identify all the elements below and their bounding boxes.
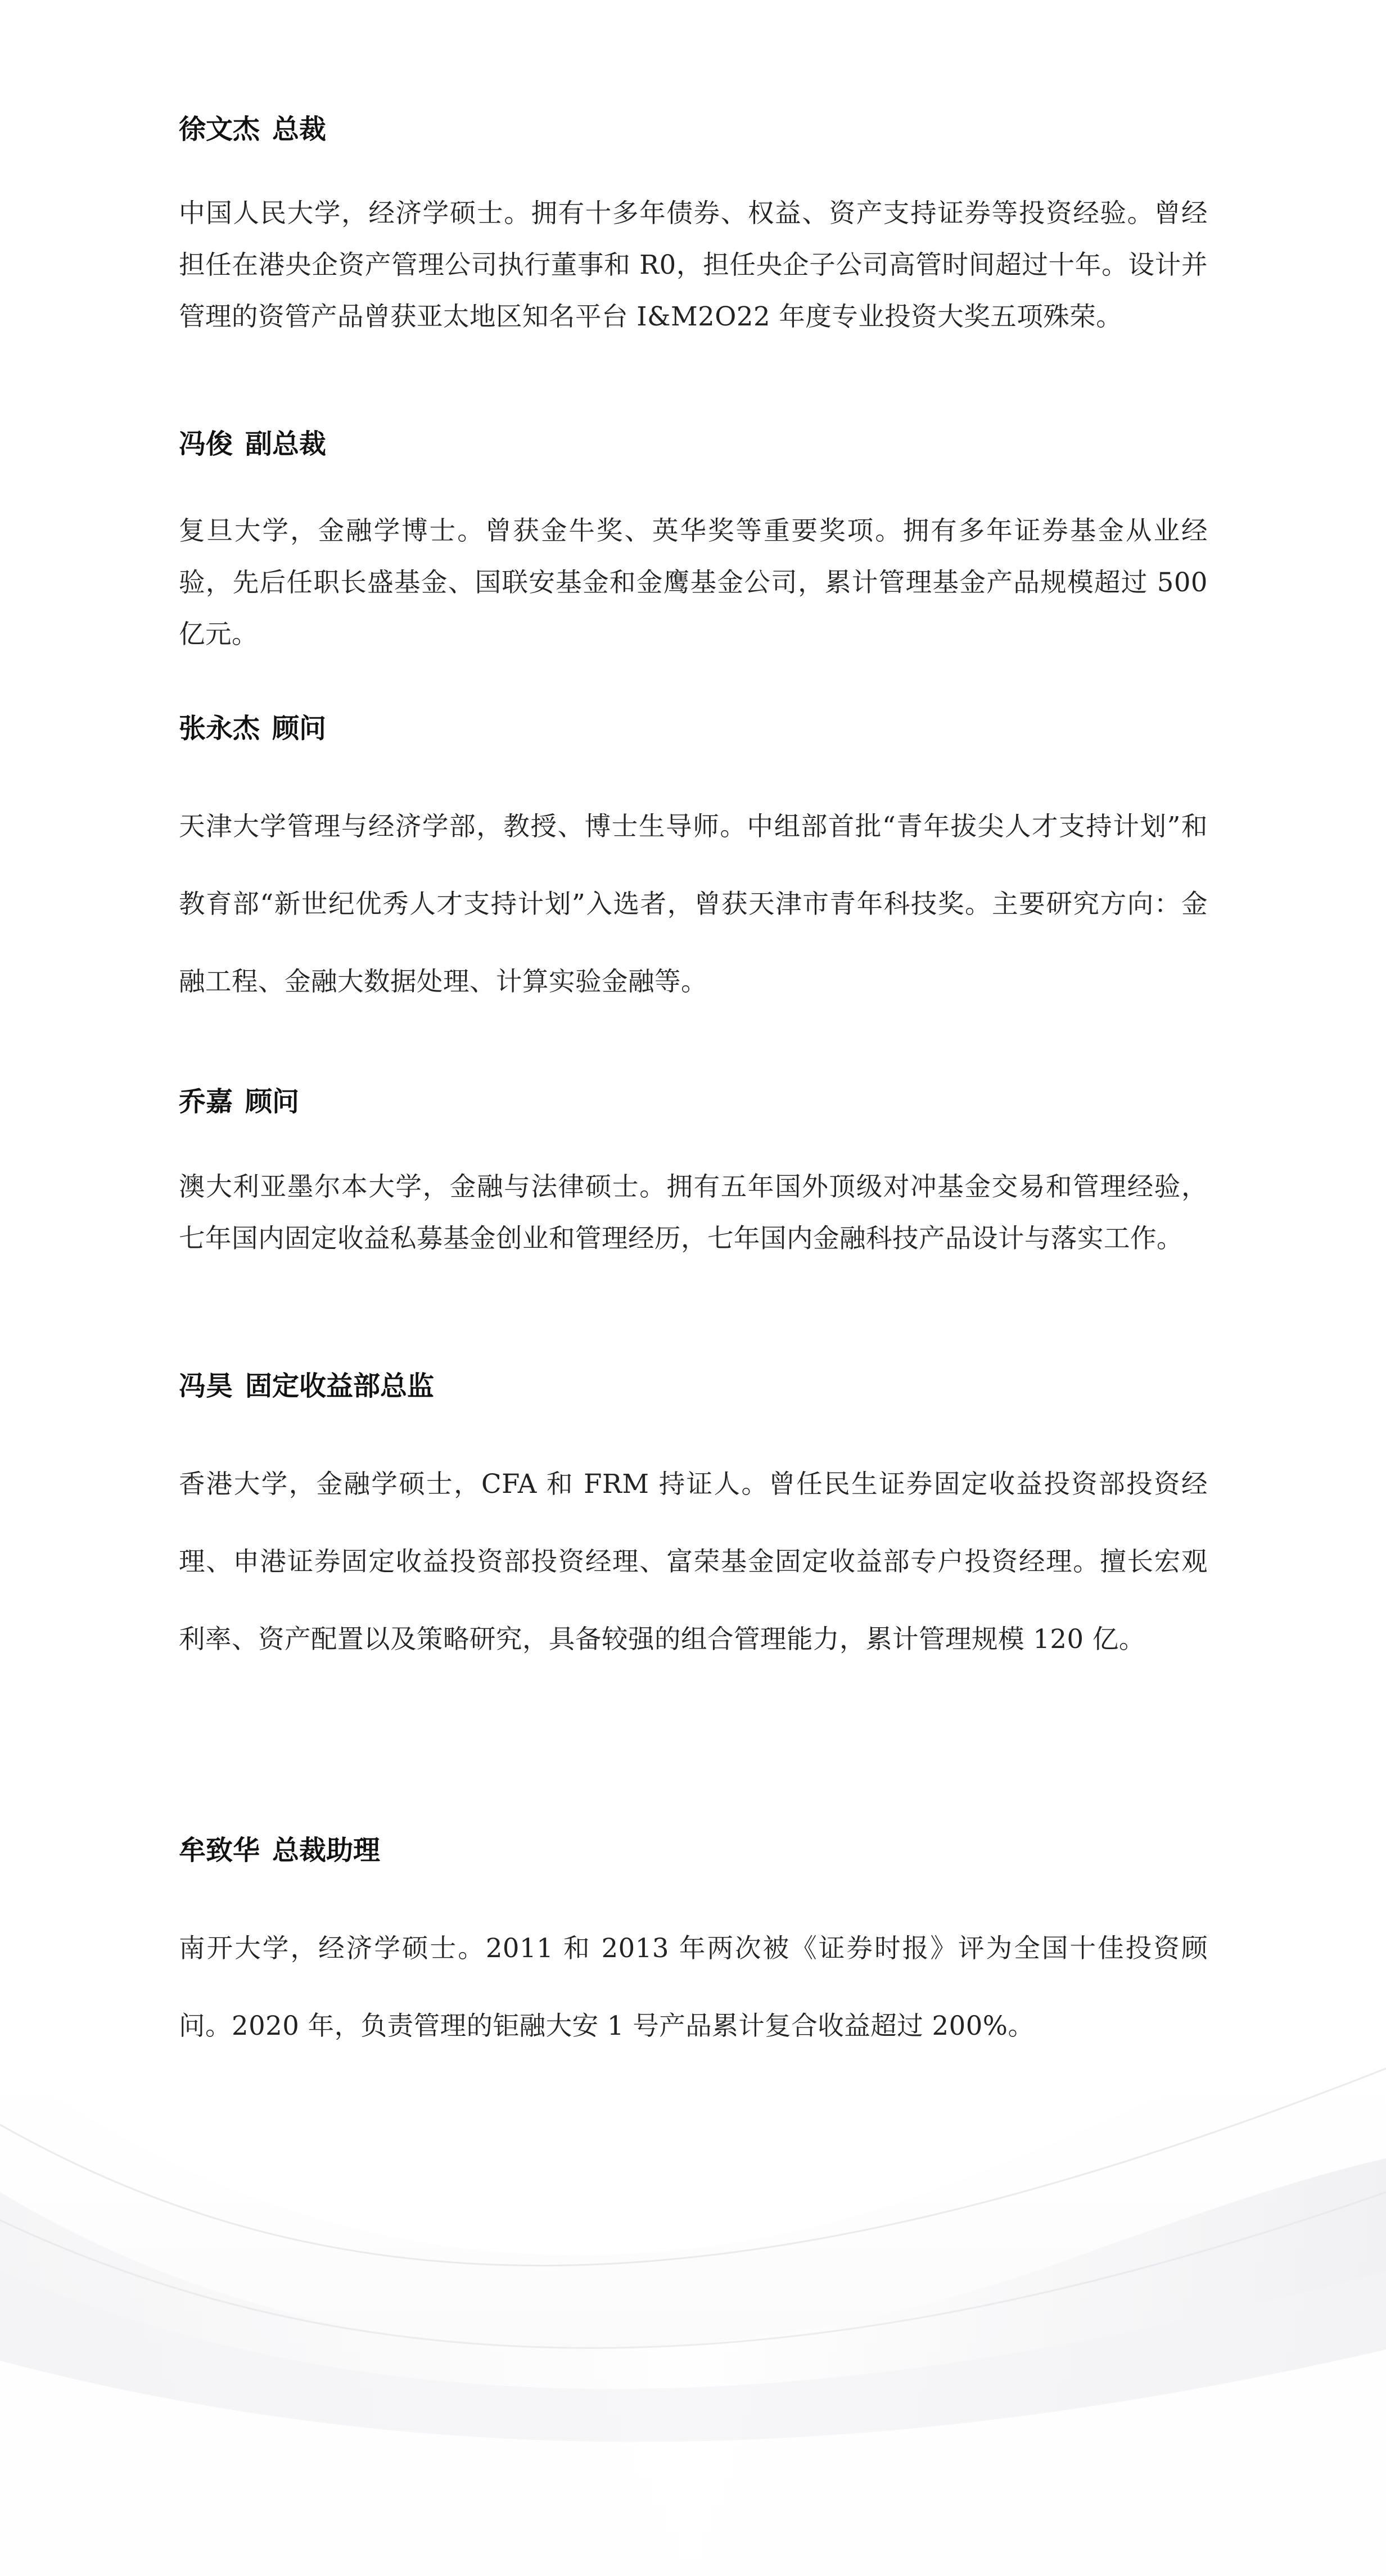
person-bio: 香港大学，金融学硕士，CFA 和 FRM 持证人。曾任民生证券固定收益投资部投资经理、申港证券固定收益投资部投资经理、富荣基金固定收益部专户投资经理。擅长宏观利率、资产配置以及策略研究，具备较强的组合管理能力，累计管理规模 120 亿。 <box>179 1469 1208 1654</box>
profile-heading <box>179 112 1208 146</box>
profile-section <box>179 1085 1208 1264</box>
profile-heading <box>179 1369 1208 1403</box>
person-name: 乔嘉 <box>179 1086 233 1117</box>
profile-heading <box>179 1833 1208 1867</box>
person-title: 顾问 <box>272 713 327 744</box>
person-title: 总裁助理 <box>272 1835 381 1866</box>
person-bio: 复旦大学，金融学博士。曾获金牛奖、英华奖等重要奖项。拥有多年证券基金从业经验，先后任职长盛基金、国联安基金和金鹰基金公司，累计管理基金产品规模超过 500 亿元。 <box>179 515 1208 649</box>
person-name: 牟致华 <box>179 1835 260 1866</box>
person-title: 固定收益部总监 <box>245 1370 435 1402</box>
person-name: 冯昊 <box>179 1370 233 1402</box>
person-name: 冯俊 <box>179 428 233 460</box>
person-title: 顾问 <box>245 1086 300 1117</box>
profile-section <box>179 1833 1208 2065</box>
profile-heading <box>179 712 1208 745</box>
profile-section <box>179 427 1208 660</box>
profile-section <box>179 1369 1208 1678</box>
profile-heading <box>179 1085 1208 1119</box>
person-name: 张永杰 <box>179 713 260 744</box>
person-title: 副总裁 <box>245 428 327 460</box>
profile-heading <box>179 427 1208 461</box>
person-name: 徐文杰 <box>179 114 260 145</box>
person-title: 总裁 <box>272 114 327 145</box>
person-bio: 澳大利亚墨尔本大学，金融与法律硕士。拥有五年国外顶级对冲基金交易和管理经验，七年国内固定收益私募基金创业和管理经历，七年国内金融科技产品设计与落实工作。 <box>179 1171 1208 1253</box>
person-bio: 南开大学，经济学硕士。2011 和 2013 年两次被《证券时报》评为全国十佳投资顾问。2020 年，负责管理的钜融大安 1 号产品累计复合收益超过 200%。 <box>179 1933 1208 2041</box>
person-bio: 中国人民大学，经济学硕士。拥有十多年债券、权益、资产支持证券等投资经验。曾经担任在港央企资产管理公司执行董事和 R0，担任央企子公司高管时间超过十年。设计并管理的资管产品曾获亚太地区知名平台 I&M2O22 年度专业投资大奖五项殊荣。 <box>179 198 1208 332</box>
profile-section <box>179 712 1208 1020</box>
profile-section <box>179 112 1208 342</box>
person-bio: 天津大学管理与经济学部，教授、博士生导师。中组部首批“青年拔尖人才支持计划”和教育部“新世纪优秀人才支持计划”入选者，曾获天津市青年科技奖。主要研究方向：金融工程、金融大数据处理、计算实验金融等。 <box>179 811 1208 997</box>
